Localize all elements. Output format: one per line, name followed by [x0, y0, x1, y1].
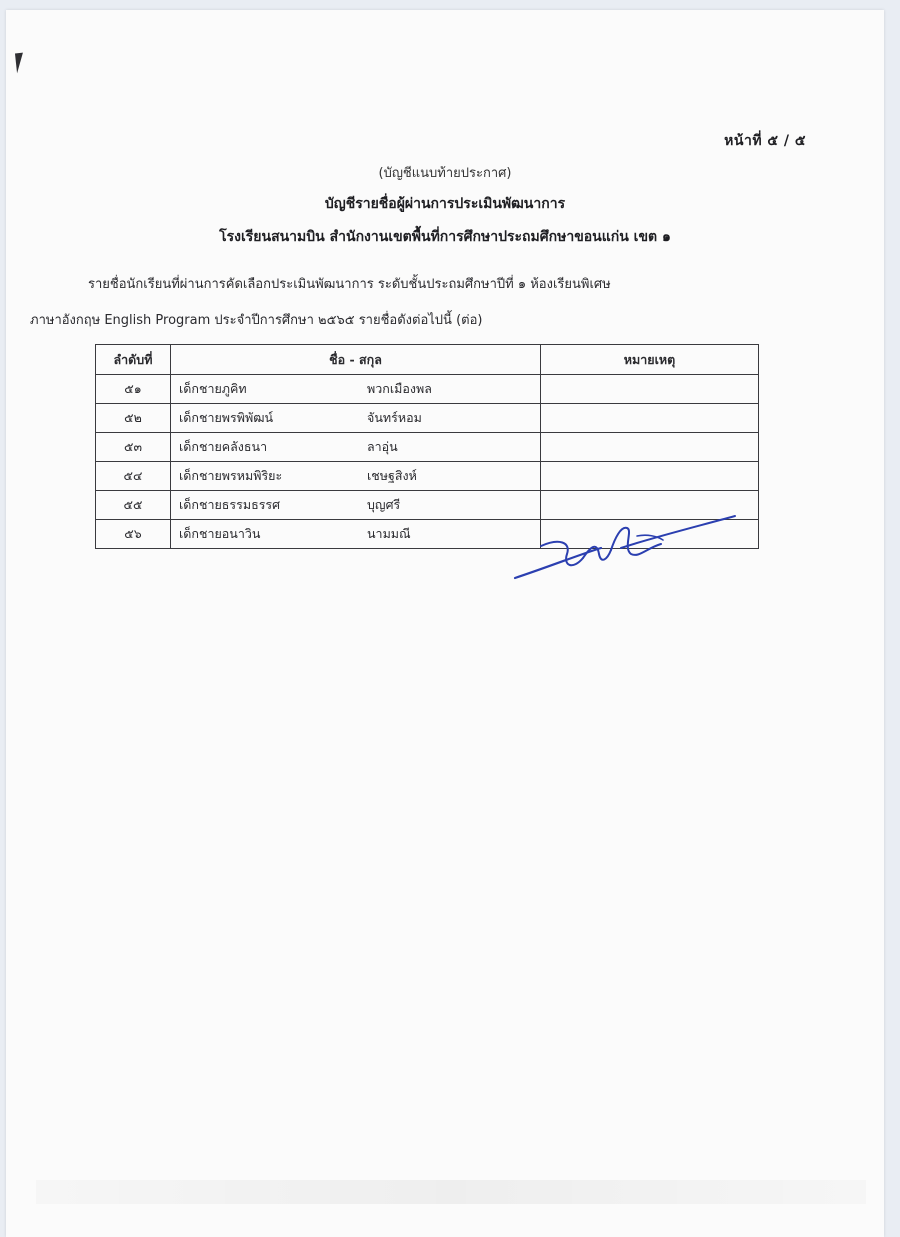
student-last-name: นามมณี — [367, 526, 411, 541]
student-first-name: เด็กชายพรหมพิริยะ — [179, 468, 283, 483]
intro-paragraph-line-1: รายชื่อนักเรียนที่ผ่านการคัดเลือกประเมินพัฒนาการ ระดับชั้นประถมศึกษาปีที่ ๑ ห้องเรียนพิเศษ — [88, 277, 611, 292]
student-name-cell — [171, 462, 541, 491]
student-name-cell — [171, 491, 541, 520]
remark-cell — [541, 375, 759, 404]
header-remark: หมายเหตุ — [541, 345, 759, 375]
handwritten-signature — [511, 508, 741, 588]
student-name-cell — [171, 375, 541, 404]
document-title: บัญชีรายชื่อผู้ผ่านการประเมินพัฒนาการ — [324, 196, 566, 212]
table-row — [96, 433, 759, 462]
student-first-name: เด็กชายคลังธนา — [179, 439, 268, 454]
header-order: ลำดับที่ — [96, 345, 171, 375]
student-last-name: จันทร์หอม — [367, 410, 422, 425]
table-header-row — [96, 345, 759, 375]
remark-cell — [541, 462, 759, 491]
student-first-name: เด็กชายธรรมธรรศ — [179, 497, 281, 512]
student-first-name: เด็กชายพรพิพัฒน์ — [179, 410, 274, 425]
row-number: ๕๔ — [96, 462, 171, 491]
annex-note: (บัญชีแนบท้ายประกาศ) — [378, 166, 512, 181]
row-number: ๕๕ — [96, 491, 171, 520]
page-number: หน้าที่ ๕ / ๕ — [724, 133, 806, 149]
row-number: ๕๖ — [96, 520, 171, 549]
student-last-name: พวกเมืองพล — [367, 381, 432, 396]
remark-cell — [541, 433, 759, 462]
row-number: ๕๑ — [96, 375, 171, 404]
student-last-name: ลาอุ่น — [367, 439, 398, 454]
row-number: ๕๒ — [96, 404, 171, 433]
student-name-cell — [171, 404, 541, 433]
student-name-cell — [171, 520, 541, 549]
table-row — [96, 462, 759, 491]
faint-scan-artifact — [36, 1180, 866, 1204]
intro-paragraph-line-2: ภาษาอังกฤษ English Program ประจำปีการศึกษา ๒๕๖๕ รายชื่อดังต่อไปนี้ (ต่อ) — [30, 313, 483, 328]
document-page — [6, 10, 884, 1237]
student-first-name: เด็กชายภูคิท — [179, 381, 247, 396]
student-first-name: เด็กชายอนาวิน — [179, 526, 261, 541]
school-title: โรงเรียนสนามบิน สำนักงานเขตพื้นที่การศึกษาประถมศึกษาขอนแก่น เขต ๑ — [219, 229, 671, 245]
scan-corner-mark — [15, 53, 25, 74]
student-last-name: เชษฐสิงห์ — [367, 468, 417, 483]
row-number: ๕๓ — [96, 433, 171, 462]
remark-cell — [541, 404, 759, 433]
student-name-cell — [171, 433, 541, 462]
header-name: ชื่อ - สกุล — [171, 345, 541, 375]
student-last-name: บุญศรี — [367, 497, 401, 512]
table-row — [96, 375, 759, 404]
signature-strokes — [515, 516, 735, 578]
table-row — [96, 404, 759, 433]
